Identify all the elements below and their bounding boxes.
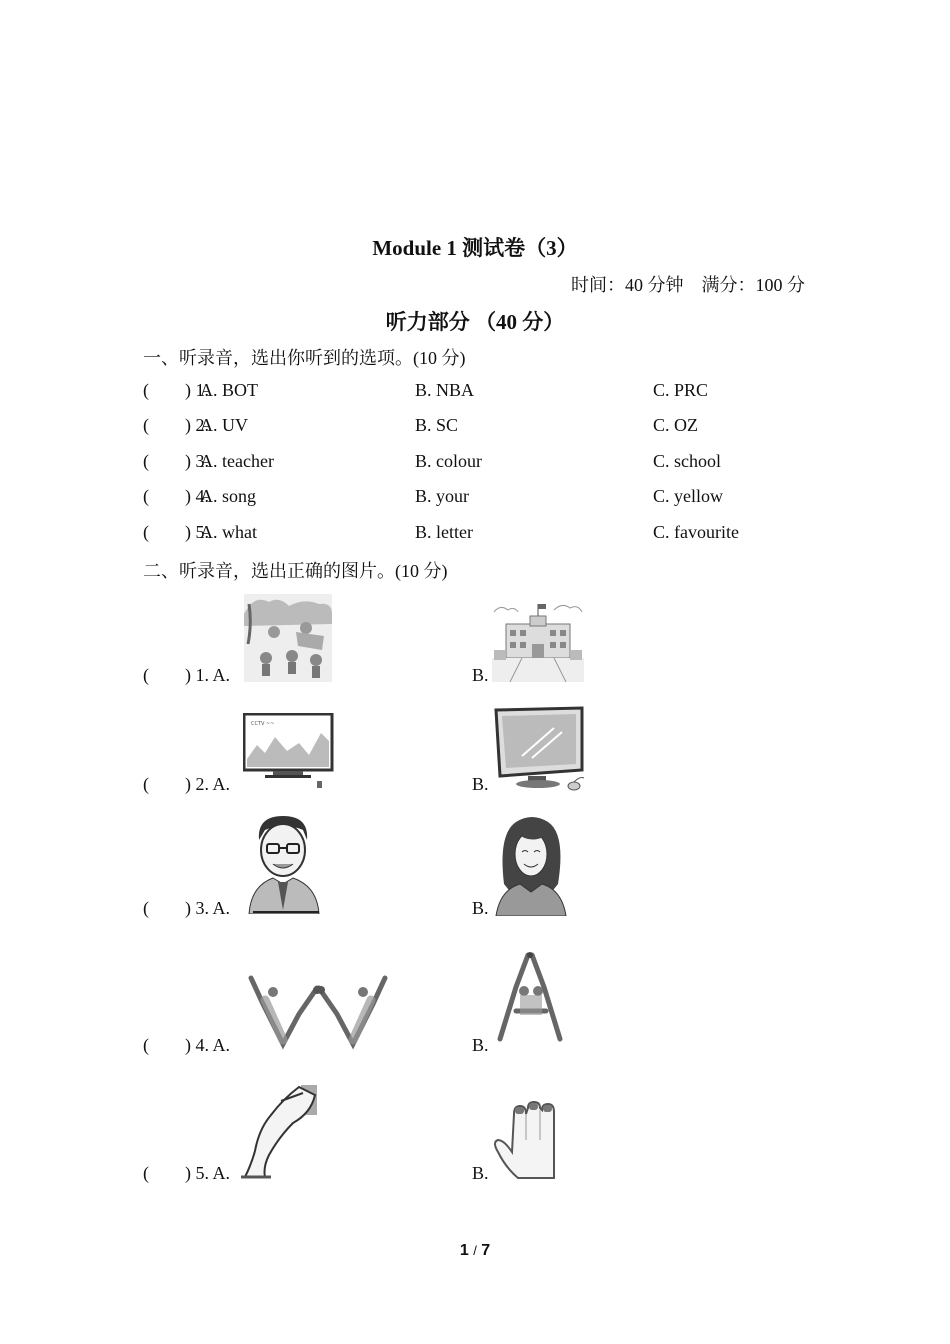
option-c: C. yellow [653, 486, 723, 506]
hand-picture [492, 1100, 566, 1180]
computer-monitor-picture [492, 706, 588, 792]
question-number: ( ) 2. [143, 415, 209, 435]
option-a: A. teacher [200, 451, 274, 471]
page-title: Module 1 测试卷（3） [372, 236, 578, 260]
school-building-picture [492, 600, 584, 682]
option-b: B. colour [415, 451, 482, 471]
option-c: C. school [653, 451, 722, 471]
option-c: C. PRC [653, 380, 709, 400]
question-number: ( ) 4. [143, 486, 209, 506]
option-b: B. letter [415, 522, 473, 542]
tv-screen-picture [243, 713, 335, 791]
picture-question-number: ( ) 4. A. [143, 1035, 230, 1055]
option-b: B. SC [415, 415, 459, 435]
option-b-label: B. [472, 665, 489, 685]
picture-question-number: ( ) 1. A. [143, 665, 230, 685]
picture-question-number: ( ) 2. A. [143, 774, 230, 794]
picture-question-number: ( ) 5. A. [143, 1163, 230, 1183]
page-separator: / [473, 1243, 477, 1258]
question-row [143, 486, 843, 512]
picture-question-number: ( ) 3. A. [143, 898, 230, 918]
option-b-label: B. [472, 1035, 489, 1055]
page-number [0, 1242, 950, 1260]
part1-instruction: 一、听录音，选出你听到的选项。(10 分) [143, 348, 466, 368]
option-a: A. what [200, 522, 257, 542]
option-a: A. UV [200, 415, 248, 435]
section-title: 听力部分 （40 分） [385, 310, 565, 334]
letter-w-pose-picture [243, 974, 393, 1052]
total-pages: 7 [481, 1242, 491, 1259]
option-a: A. BOT [200, 380, 258, 400]
option-b-label: B. [472, 898, 489, 918]
leg-picture [241, 1085, 319, 1179]
question-row [143, 451, 843, 477]
man-with-glasses-picture [245, 812, 323, 914]
part2-instruction: 二、听录音，选出正确的图片。(10 分) [143, 561, 448, 581]
option-b: B. NBA [415, 380, 475, 400]
question-number: ( ) 1. [143, 380, 209, 400]
option-b-label: B. [472, 774, 489, 794]
question-row [143, 522, 843, 548]
question-row [143, 380, 843, 406]
option-c: C. OZ [653, 415, 698, 435]
svg-text:CCTV ~~: CCTV ~~ [251, 721, 275, 727]
option-a: A. song [200, 486, 257, 506]
question-row [143, 415, 843, 441]
option-b-label: B. [472, 1163, 489, 1183]
woman-smiling-picture [494, 814, 568, 916]
letter-a-pose-picture [494, 951, 568, 1043]
option-b: B. your [415, 486, 469, 506]
option-c: C. favourite [653, 522, 739, 542]
exam-meta: 时间：40 分钟 满分：100 分 [571, 275, 805, 295]
question-number: ( ) 3. [143, 451, 209, 471]
question-number: ( ) 5. [143, 522, 209, 542]
current-page: 1 [459, 1242, 469, 1259]
children-playing-picture [244, 594, 332, 682]
